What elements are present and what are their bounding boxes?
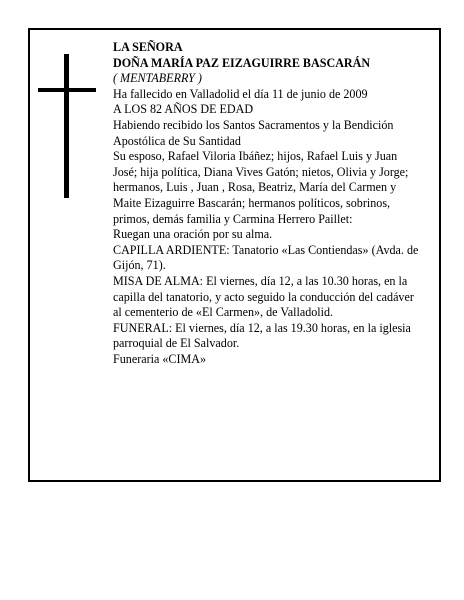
cross-icon bbox=[38, 54, 96, 198]
death-statement: Ha fallecido en Valladolid el día 11 de junio de 2009 bbox=[113, 86, 368, 101]
chapel-info: CAPILLA ARDIENTE: Tanatorio «Las Contiendas» (Avda. de Gijón, 71). bbox=[113, 242, 419, 273]
funeral-home: Funeraria «CIMA» bbox=[113, 351, 207, 366]
mass-info: MISA DE ALMA: El viernes, día 12, a las 10.30 horas, en la capilla del tanatorio, y acto seguido la conducción del cadáver al cementerio de «El Carmen», de Valladolid. bbox=[113, 273, 414, 320]
deceased-alias: ( MENTABERRY ) bbox=[113, 71, 202, 86]
notice-title: LA SEÑORA bbox=[113, 40, 183, 54]
family-statement: Su esposo, Rafael Viloria Ibáñez; hijos, Rafael Luis y Juan José; hija política, Diana Vives Gatón; nietos, Olivia y Jorge; hermanos, Luis , Juan , Rosa, Beatriz, María del Carmen y Maite Eizaguirre Bascarán; hermanos políticos, sobrinos, primos, demás familia y Carmina Herrero Paillet: bbox=[113, 149, 409, 226]
cross-vertical-bar bbox=[64, 54, 69, 198]
deceased-name: DOÑA MARÍA PAZ EIZAGUIRRE BASCARÁN bbox=[113, 55, 371, 70]
obituary-text bbox=[113, 40, 423, 367]
age-statement: A LOS 82 AÑOS DE EDAD bbox=[113, 102, 254, 117]
cross-horizontal-bar bbox=[38, 88, 96, 92]
prayer-request: Ruegan una oración por su alma. bbox=[113, 227, 273, 242]
sacraments-statement: Habiendo recibido los Santos Sacramentos y la Bendición Apostólica de Su Santidad bbox=[113, 117, 394, 148]
funeral-info: FUNERAL: El viernes, día 12, a las 19.30 horas, en la iglesia parroquial de El Salvador. bbox=[113, 320, 411, 351]
